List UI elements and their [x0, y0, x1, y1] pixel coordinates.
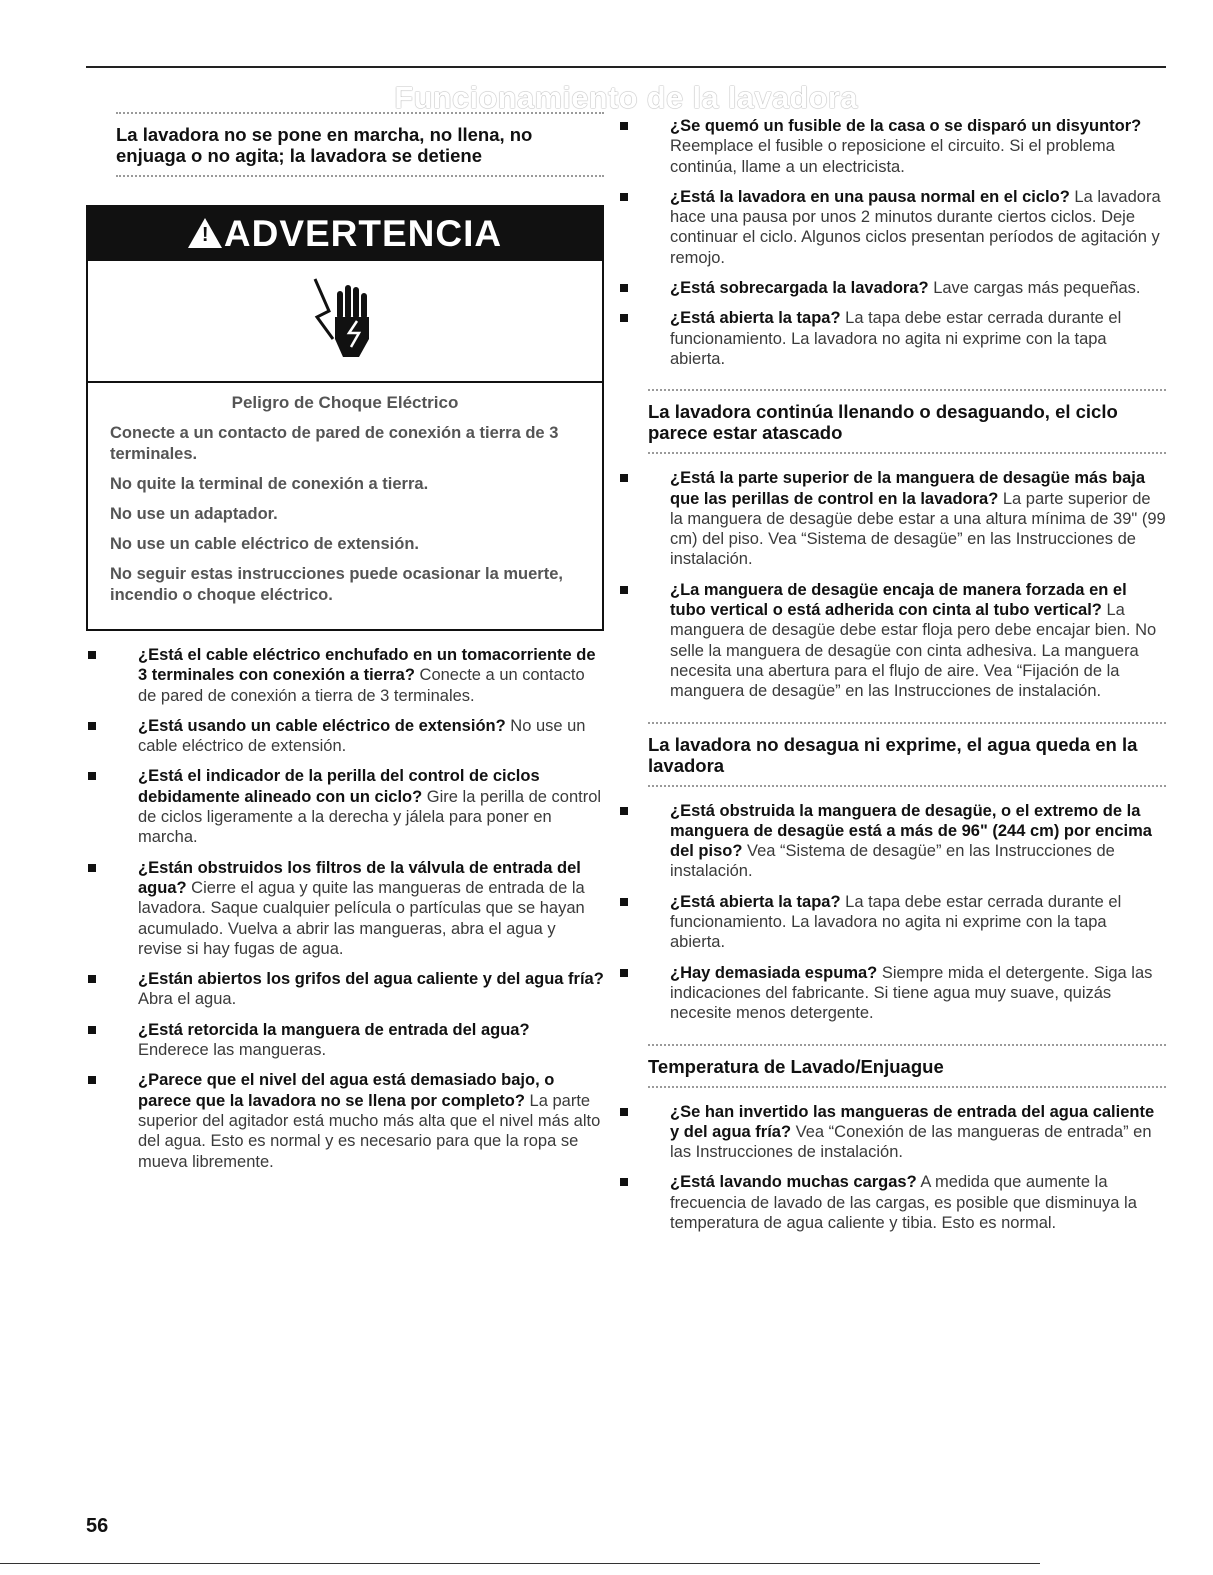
item-answer: La parte superior del agitador está mucho más alta que el nivel más alto del agua. Esto es normal y es necesario para que la ropa se mueva libremente. — [138, 1091, 601, 1171]
warning-icon-area — [88, 261, 602, 383]
item-question: ¿Están abiertos los grifos del agua caliente y del agua fría? — [138, 970, 604, 989]
bullet-square-icon — [88, 1026, 96, 1034]
list-item — [86, 1020, 604, 1061]
bottom-rule — [0, 1563, 1040, 1564]
checklist — [116, 645, 604, 1172]
section-header — [116, 112, 604, 177]
warning-line: No quite la terminal de conexión a tierra. — [110, 475, 429, 493]
item-question: ¿Parece que el nivel del agua está demasiado bajo, o parece que la lavadora no se llena por completo? — [138, 1071, 555, 1110]
bullet-square-icon — [620, 898, 628, 906]
item-question: ¿Está el indicador de la perilla del control de ciclos debidamente alineado con un ciclo? — [138, 767, 540, 806]
warning-line: Conecte a un contacto de pared de conexión a tierra de 3 terminales. — [110, 424, 559, 463]
electric-shock-hand-icon — [311, 277, 375, 361]
item-answer: No use un cable eléctrico de extensión. — [138, 716, 586, 756]
bullet-square-icon — [620, 969, 628, 977]
item-question: ¿Está abierta la tapa? — [670, 309, 841, 328]
list-item — [618, 892, 1166, 953]
item-question: ¿Está lavando muchas cargas? — [670, 1173, 917, 1192]
item-question: ¿Está retorcida la manguera de entrada del agua? — [138, 1020, 530, 1039]
bullet-square-icon — [620, 586, 628, 594]
item-answer: Vea “Conexión de las mangueras de entrada” en las Instrucciones de instalación. — [670, 1122, 1152, 1162]
item-answer: Cierre el agua y quite las mangueras de entrada de la lavadora. Saque cualquier película o partículas que se hayan acumulado. Vuelva a abrir las mangueras, abra el agua y revise si hay fugas de agua. — [138, 878, 585, 958]
section-header — [648, 722, 1166, 787]
item-answer: Lave cargas más pequeñas. — [928, 279, 1141, 298]
item-answer: La tapa debe estar cerrada durante el funcionamiento. La lavadora no agita ni exprime con la tapa abierta. — [670, 892, 1122, 952]
item-question: ¿La manguera de desagüe encaja de manera forzada en el tubo vertical o está adherida con cinta al tubo vertical? — [670, 580, 1127, 620]
section-title: La lavadora continúa llenando o desaguando, el ciclo parece estar atascado — [648, 401, 1118, 444]
bullet-square-icon — [620, 193, 628, 201]
item-question: ¿Está sobrecargada la lavadora? — [670, 279, 929, 298]
checklist — [648, 801, 1166, 1024]
warning-triangle-icon — [188, 218, 222, 248]
item-answer: Enderece las mangueras. — [138, 1041, 327, 1060]
bullet-square-icon — [620, 474, 628, 482]
section-header — [648, 389, 1166, 454]
left-column — [110, 112, 604, 1182]
warning-box — [86, 205, 604, 631]
item-answer: Gire la perilla de control de ciclos ligeramente a la derecha y jálela para poner en marcha. — [138, 787, 602, 847]
list-item — [86, 1070, 604, 1171]
list-item — [618, 278, 1166, 298]
list-item — [618, 963, 1166, 1024]
list-item — [86, 858, 604, 959]
warning-line: No use un cable eléctrico de extensión. — [110, 535, 420, 553]
list-item — [618, 1172, 1166, 1233]
list-item — [618, 308, 1166, 369]
bullet-square-icon — [88, 722, 96, 730]
bullet-square-icon — [620, 314, 628, 322]
item-answer: Abra el agua. — [138, 990, 237, 1009]
item-question: ¿Está abierta la tapa? — [670, 892, 841, 911]
item-answer: A medida que aumente la frecuencia de lavado de las cargas, es posible que disminuya la temperatura de agua caliente y tibia. Esto es normal. — [670, 1173, 1137, 1232]
item-answer: Vea “Sistema de desagüe” en las Instrucciones de instalación. — [670, 842, 1115, 881]
item-answer: Reemplace el fusible o reposicione el circuito. Si el problema continúa, llame a un electricista. — [670, 137, 1115, 176]
top-rule — [86, 66, 1166, 68]
warning-body — [88, 383, 602, 629]
checklist — [648, 116, 1166, 369]
bullet-square-icon — [88, 651, 96, 659]
list-item — [618, 116, 1166, 177]
bullet-square-icon — [88, 975, 96, 983]
section-title: La lavadora no se pone en marcha, no llena, no enjuaga o no agita; la lavadora se detiene — [116, 124, 533, 166]
list-item — [618, 468, 1166, 569]
item-question: ¿Se quemó un fusible de la casa o se disparó un disyuntor? — [670, 117, 1142, 135]
item-answer: Conecte a un contacto de pared de conexión a tierra de 3 terminales. — [138, 666, 585, 705]
list-item — [618, 801, 1166, 882]
page-number: 56 — [86, 1515, 109, 1537]
list-item — [86, 716, 604, 757]
bullet-square-icon — [88, 1076, 96, 1084]
list-item — [86, 645, 604, 706]
page-heading: Funcionamiento de la lavadora — [394, 80, 858, 115]
list-item — [86, 969, 604, 1010]
warning-title: ADVERTENCIA — [223, 213, 503, 254]
bullet-square-icon — [620, 1178, 628, 1186]
list-item — [86, 766, 604, 847]
item-answer: La tapa debe estar cerrada durante el funcionamiento. La lavadora no agita ni exprime con la tapa abierta. — [670, 309, 1122, 368]
warning-subtitle: Peligro de Choque Eléctrico — [231, 393, 459, 412]
bullet-square-icon — [620, 1108, 628, 1116]
item-answer: La manguera de desagüe debe estar floja pero debe encajar bien. No selle la manguera de desagüe con cinta adhesiva. La manguera necesita una abertura para el flujo de aire. Vea “Fijación de la manguera de desagüe” en las Instrucciones de instalación. — [670, 601, 1157, 701]
warning-line: No seguir estas instrucciones puede ocasionar la muerte, incendio o choque eléctrico. — [110, 565, 563, 604]
item-question: ¿Se han invertido las mangueras de entrada del agua caliente y del agua fría? — [670, 1102, 1155, 1141]
bullet-square-icon — [88, 772, 96, 780]
list-item — [618, 187, 1166, 268]
section-header — [648, 1044, 1166, 1088]
item-question: ¿Está la parte superior de la manguera de desagüe más baja que las perillas de control en la lavadora? — [670, 469, 1146, 508]
bullet-square-icon — [620, 284, 628, 292]
item-answer: Siempre mida el detergente. Siga las indicaciones del fabricante. Si tiene agua muy suave, quizás necesite menos detergente. — [670, 963, 1153, 1023]
section-title: Temperatura de Lavado/Enjuague — [648, 1055, 944, 1077]
warning-line: No use un adaptador. — [110, 505, 278, 523]
item-question: ¿Está el cable eléctrico enchufado en un tomacorriente de 3 terminales con conexión a tierra? — [138, 646, 596, 685]
item-answer: La lavadora hace una pausa por unos 2 minutos durante ciertos ciclos. Deje continuar el ciclo. Algunos ciclos presentan períodos de agitación y remojo. — [670, 187, 1161, 267]
checklist — [648, 468, 1166, 701]
checklist — [648, 1102, 1166, 1234]
section-title: La lavadora no desagua ni exprime, el agua queda en la lavadora — [648, 733, 1138, 776]
bullet-square-icon — [620, 122, 628, 130]
list-item — [618, 580, 1166, 702]
item-question: ¿Está obstruida la manguera de desagüe, o el extremo de la manguera de desagüe está a más de 96" (244 cm) por encima del piso? — [670, 801, 1152, 861]
list-item — [618, 1102, 1166, 1163]
bullet-square-icon — [620, 807, 628, 815]
bullet-square-icon — [88, 864, 96, 872]
item-question: ¿Está la lavadora en una pausa normal en el ciclo? — [670, 187, 1070, 206]
warning-banner — [88, 207, 602, 261]
item-question: ¿Están obstruidos los filtros de la válvula de entrada del agua? — [138, 858, 581, 897]
right-column — [648, 112, 1166, 1243]
item-answer: La parte superior de la manguera de desagüe debe estar a una altura mínima de 39" (99 cm) del piso. Vea “Sistema de desagüe” en las Instrucciones de instalación. — [670, 489, 1166, 569]
item-question: ¿Está usando un cable eléctrico de extensión? — [138, 716, 506, 735]
item-question: ¿Hay demasiada espuma? — [670, 963, 878, 982]
